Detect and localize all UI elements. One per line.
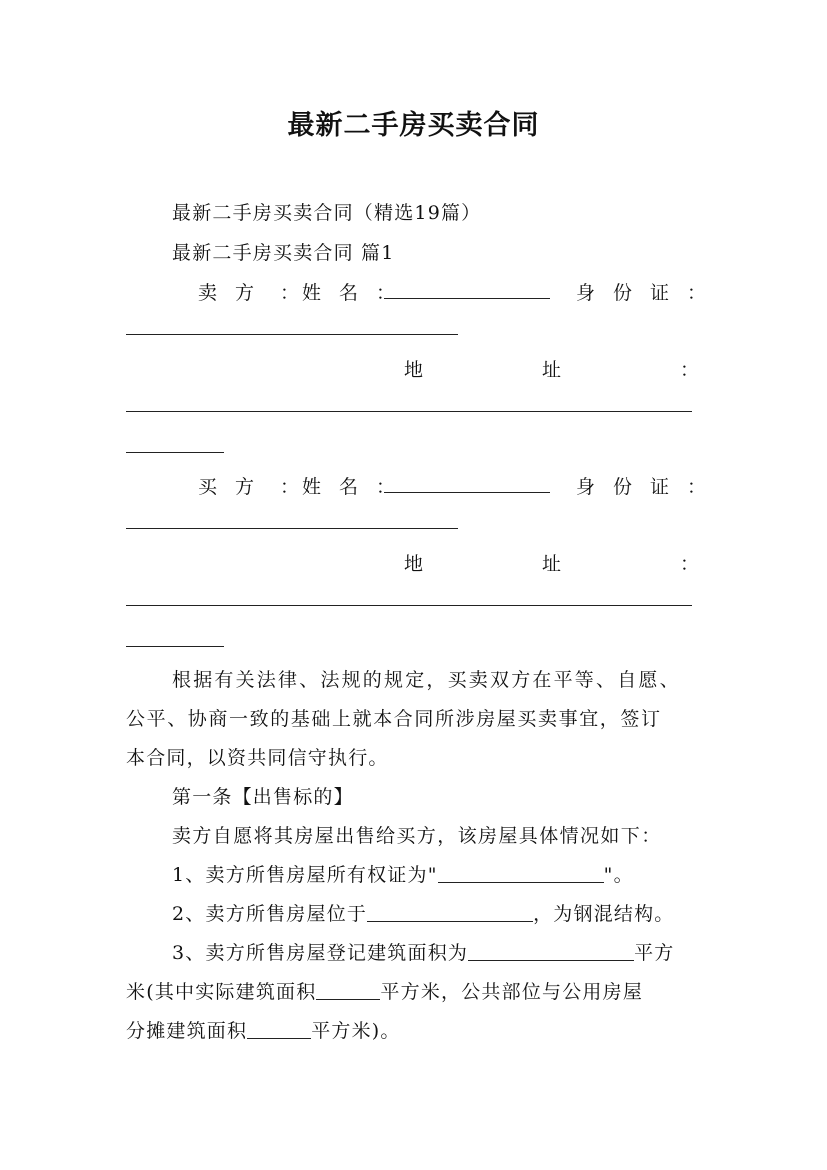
seller-name-field[interactable] [384, 280, 550, 302]
buyer-name-field[interactable] [384, 474, 550, 496]
buyer-address-field-line2[interactable] [126, 646, 224, 647]
item-3-line-3 [126, 1016, 712, 1043]
item-3-line-1 [172, 938, 712, 965]
seller-id-field[interactable] [126, 334, 458, 335]
seller-address-row [126, 355, 712, 381]
seller-name-label: 姓名： [302, 282, 414, 304]
article-1-heading: 第一条【出售标的】 [172, 786, 354, 808]
item-3-line-1-prefix: 3、卖方所售房屋登记建筑面积为 [172, 942, 469, 964]
item-3-line-2 [126, 977, 712, 1004]
item-1-suffix: "。 [603, 864, 634, 886]
item-3-line-3-prefix: 分摊建筑面积 [126, 1020, 248, 1042]
certificate-number-field[interactable] [438, 864, 604, 883]
item-1 [172, 860, 712, 887]
item-3-line-3-suffix: 平方米)。 [311, 1020, 401, 1042]
section-heading: 最新二手房买卖合同 篇1 [172, 242, 395, 264]
property-location-field[interactable] [367, 903, 533, 922]
document-subtitle: 最新二手房买卖合同（精选19篇） [172, 202, 482, 224]
seller-row: 卖方 ： 姓名： 身份证： [126, 278, 712, 304]
buyer-address-field-line1[interactable] [126, 605, 692, 606]
buyer-label: 买方 [198, 476, 273, 498]
article-1-lead: 卖方自愿将其房屋出售给买方，该房屋具体情况如下： [172, 825, 662, 847]
registered-area-field[interactable] [468, 942, 634, 961]
seller-address-char-2: 址 [542, 359, 562, 381]
seller-label: 卖方 [198, 282, 273, 304]
intro-paragraph-line-2: 公平、协商一致的基础上就本合同所涉房屋买卖事宜，签订 [126, 708, 662, 730]
actual-area-field[interactable] [316, 981, 380, 1000]
buyer-address-colon: ： [680, 553, 700, 575]
seller-address-char-1: 地 [404, 359, 424, 381]
buyer-address-row [126, 549, 712, 575]
item-3-line-2-prefix: 米(其中实际建筑面积 [126, 981, 317, 1003]
intro-paragraph-line-3: 本合同，以资共同信守执行。 [126, 747, 389, 769]
item-2-suffix: ，为钢混结构。 [533, 903, 675, 925]
buyer-id-label: 身份证： [576, 476, 725, 498]
seller-address-colon: ： [680, 359, 700, 381]
item-1-prefix: 1、卖方所售房屋所有权证为" [172, 864, 438, 886]
buyer-address-char-1: 地 [404, 553, 424, 575]
shared-area-field[interactable] [247, 1020, 311, 1039]
item-2 [172, 899, 712, 926]
page-title: 最新二手房买卖合同 [287, 110, 540, 141]
item-3-line-1-suffix: 平方 [634, 942, 675, 964]
item-2-prefix: 2、卖方所售房屋位于 [172, 903, 368, 925]
seller-address-field-line1[interactable] [126, 411, 692, 412]
buyer-id-field[interactable] [126, 528, 458, 529]
buyer-name-label: 姓名： [302, 476, 414, 498]
buyer-row: 买方 ： 姓名： 身份证： [126, 472, 712, 498]
buyer-address-char-2: 址 [542, 553, 562, 575]
item-3-line-2-suffix: 平方米，公共部位与公用房屋 [380, 981, 644, 1003]
seller-id-label: 身份证： [576, 282, 725, 304]
seller-address-field-line2[interactable] [126, 452, 224, 453]
intro-paragraph-line-1: 根据有关法律、法规的规定，买卖双方在平等、自愿、 [172, 669, 681, 691]
